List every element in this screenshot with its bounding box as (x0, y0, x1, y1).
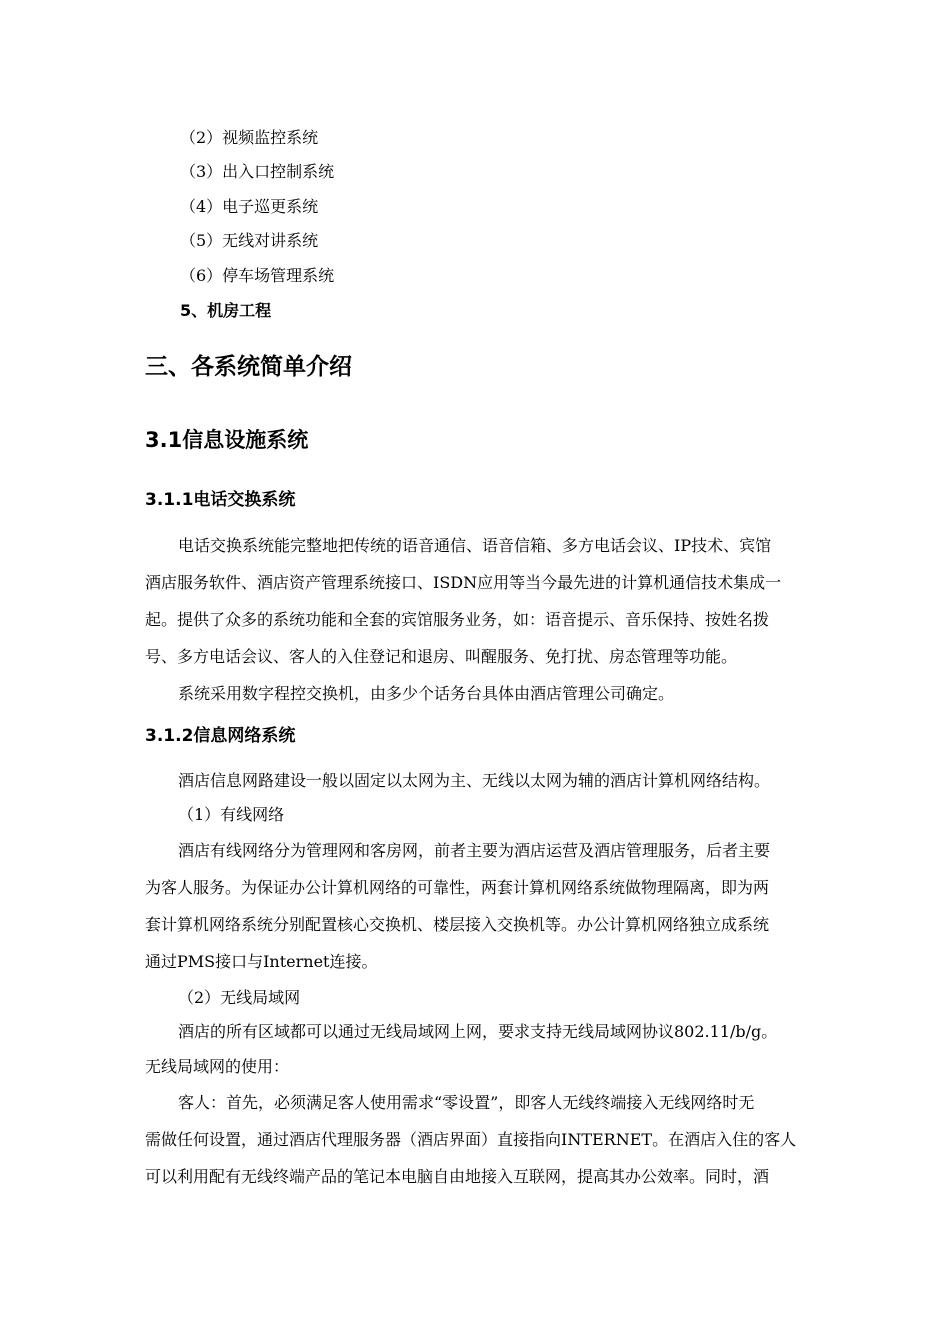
list-item: （2）无线局域网 (178, 988, 301, 1007)
list-item: （1）有线网络 (178, 805, 285, 824)
list-item: （4）电子巡更系统 (180, 197, 319, 216)
subsubsection-heading: 3.1.2信息网络系统 (145, 726, 296, 746)
item-heading-5: 5、机房工程 (180, 301, 272, 320)
paragraph-line: 酒店有线网络分为管理网和客房网，前者主要为酒店运营及酒店管理服务，后者主要 (178, 841, 771, 860)
list-item: （3）出入口控制系统 (180, 162, 335, 181)
list-item: （2）视频监控系统 (180, 128, 319, 147)
subsection-heading: 3.1信息设施系统 (145, 428, 309, 452)
paragraph-line: 套计算机网络系统分别配置核心交换机、楼层接入交换机等。办公计算机网络独立成系统 (145, 915, 770, 934)
section-heading: 三、各系统简单介绍 (145, 354, 352, 380)
paragraph-line: 号、多方电话会议、客人的入住登记和退房、叫醒服务、免打扰、房态管理等功能。 (145, 647, 738, 666)
paragraph-line: 酒店信息网路建设一般以固定以太网为主、无线以太网为辅的酒店计算机网络结构。 (178, 771, 771, 790)
list-item: （6）停车场管理系统 (180, 266, 335, 285)
paragraph-line: 无线局域网的使用： (145, 1057, 290, 1076)
subsubsection-heading: 3.1.1电话交换系统 (145, 490, 296, 510)
paragraph-line: 电话交换系统能完整地把传统的语音通信、语音信箱、多方电话会议、IP技术、宾馆 (178, 536, 772, 555)
paragraph-line: 客人：首先，必须满足客人使用需求“零设置”，即客人无线终端接入无线网络时无 (178, 1093, 755, 1112)
paragraph-line: 酒店服务软件、酒店资产管理系统接口、ISDN应用等当今最先进的计算机通信技术集成一 (145, 573, 782, 592)
paragraph-line: 通过PMS接口与Internet连接。 (145, 952, 378, 971)
list-item: （5）无线对讲系统 (180, 231, 319, 250)
paragraph-line: 需做任何设置，通过酒店代理服务器（酒店界面）直接指向INTERNET。在酒店入住的客人 (145, 1130, 797, 1149)
paragraph-line: 起。提供了众多的系统功能和全套的宾馆服务业务，如：语音提示、音乐保持、按姓名拨 (145, 610, 770, 629)
paragraph-line: 可以利用配有无线终端产品的笔记本电脑自由地接入互联网，提高其办公效率。同时，酒 (145, 1167, 770, 1186)
paragraph-line: 为客人服务。为保证办公计算机网络的可靠性，两套计算机网络系统做物理隔离，即为两 (145, 878, 770, 897)
paragraph-line: 系统采用数字程控交换机，由多少个话务台具体由酒店管理公司确定。 (178, 684, 675, 703)
paragraph-line: 酒店的所有区域都可以通过无线局域网上网，要求支持无线局域网协议802.11/b/g。 (178, 1022, 778, 1041)
